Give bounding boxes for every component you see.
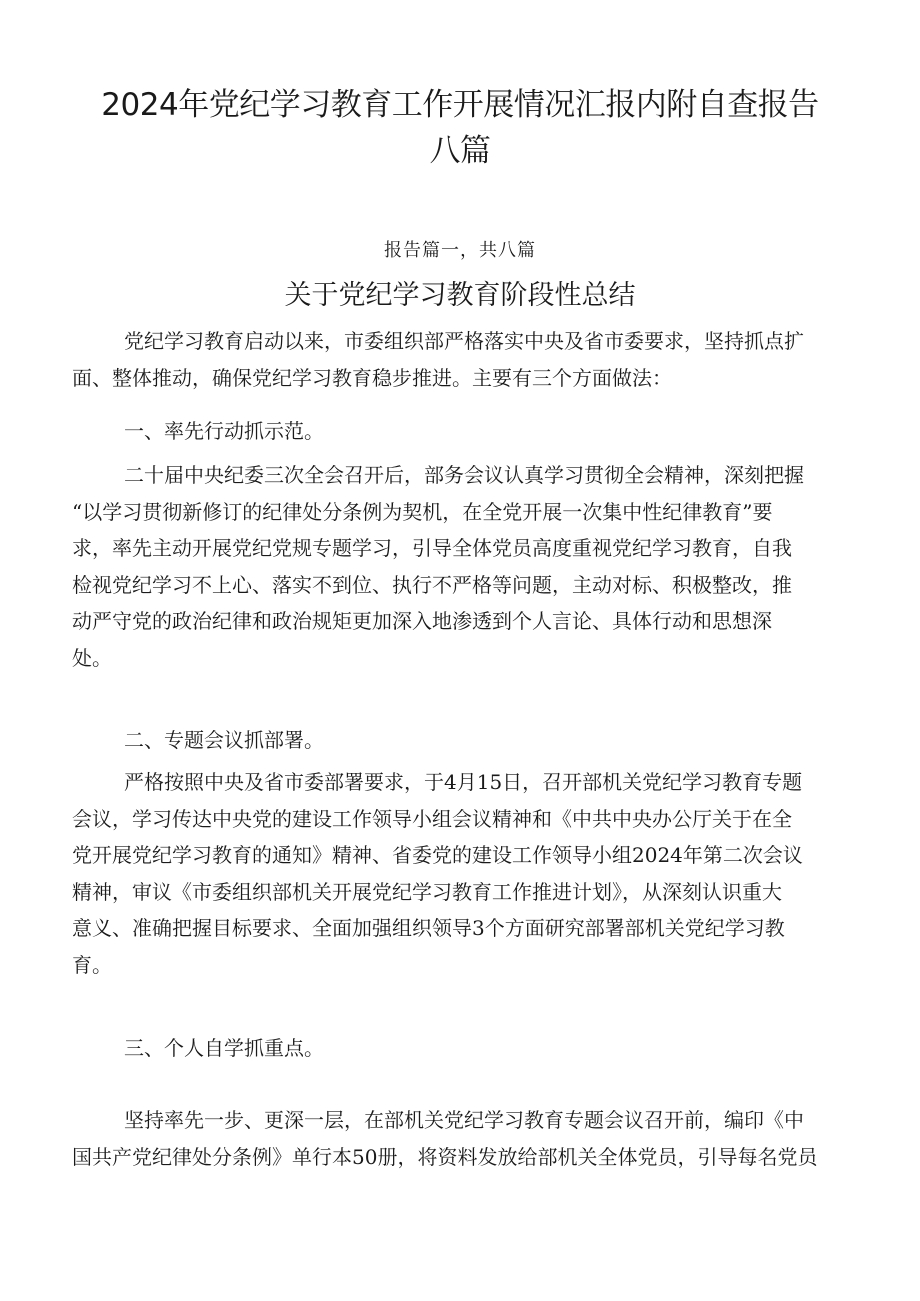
subsection-heading-2 [72, 722, 852, 759]
paragraph-line: 求，率先主动开展党纪党规专题学习，引导全体党员高度重视党纪学习教育，自我 [72, 536, 792, 560]
subsection-heading-3 [72, 1030, 852, 1067]
paragraph-line: 党纪学习教育启动以来，市委组织部严格落实中央及省市委要求，坚持抓点扩 [124, 329, 804, 353]
paragraph-line: 处。 [72, 645, 112, 670]
paragraph-line: 三、个人自学抓重点。 [124, 1036, 324, 1060]
paragraph-line: 育。 [72, 952, 112, 977]
paragraph-line: 严格按照中央及省市委部署要求，于4月15日，召开部机关党纪学习教育专题 [124, 770, 803, 794]
subsection-heading-1 [72, 413, 852, 450]
paragraph-section-1-body [72, 457, 852, 676]
paragraph-line: 党开展党纪学习教育的通知》精神、省委党的建设工作领导小组2024年第二次会议 [72, 843, 803, 867]
document-title-line-2: 八篇 [429, 133, 491, 169]
document-title-line-1: 2024年党纪学习教育工作开展情况汇报内附自查报告 [101, 87, 819, 123]
paragraph-line: 会议，学习传达中央党的建设工作领导小组会议精神和《中共中央办公厅关于在全 [72, 806, 792, 831]
paragraph-line: 国共产党纪律处分条例》单行本50册，将资料发放给部机关全体党员，引导每名党员 [72, 1144, 818, 1169]
paragraph-line: 二十届中央纪委三次全会召开后，部务会议认真学习贯彻全会精神，深刻把握 [124, 463, 804, 487]
paragraph-line: 坚持率先一步、更深一层，在部机关党纪学习教育专题会议召开前，编印《中 [124, 1108, 804, 1132]
paragraph-line: 检视党纪学习不上心、落实不到位、执行不严格等问题，主动对标、积极整改，推 [72, 572, 792, 597]
paragraph-line: 面、整体推动，确保党纪学习教育稳步推进。主要有三个方面做法： [72, 365, 672, 390]
report-subtitle: 报告篇一，共八篇 [384, 240, 536, 261]
section-heading: 关于党纪学习教育阶段性总结 [284, 280, 636, 311]
paragraph-line: “以学习贯彻新修订的纪律处分条例为契机，在全党开展一次集中性纪律教育”要 [72, 499, 773, 524]
paragraph-section-3-body [72, 1102, 852, 1175]
paragraph-section-2-body [72, 764, 852, 983]
document-title [60, 82, 860, 174]
paragraph-line: 一、率先行动抓示范。 [124, 419, 324, 443]
paragraph-intro [72, 323, 852, 396]
paragraph-line: 动严守党的政治纪律和政治规矩更加深入地渗透到个人言论、具体行动和思想深 [72, 609, 772, 633]
paragraph-line: 二、专题会议抓部署。 [124, 728, 324, 752]
paragraph-line: 精神，审议《市委组织部机关开展党纪学习教育工作推进计划》，从深刻认识重大 [72, 879, 782, 904]
paragraph-line: 意义、准确把握目标要求、全面加强组织领导3个方面研究部署部机关党纪学习教 [72, 916, 785, 940]
